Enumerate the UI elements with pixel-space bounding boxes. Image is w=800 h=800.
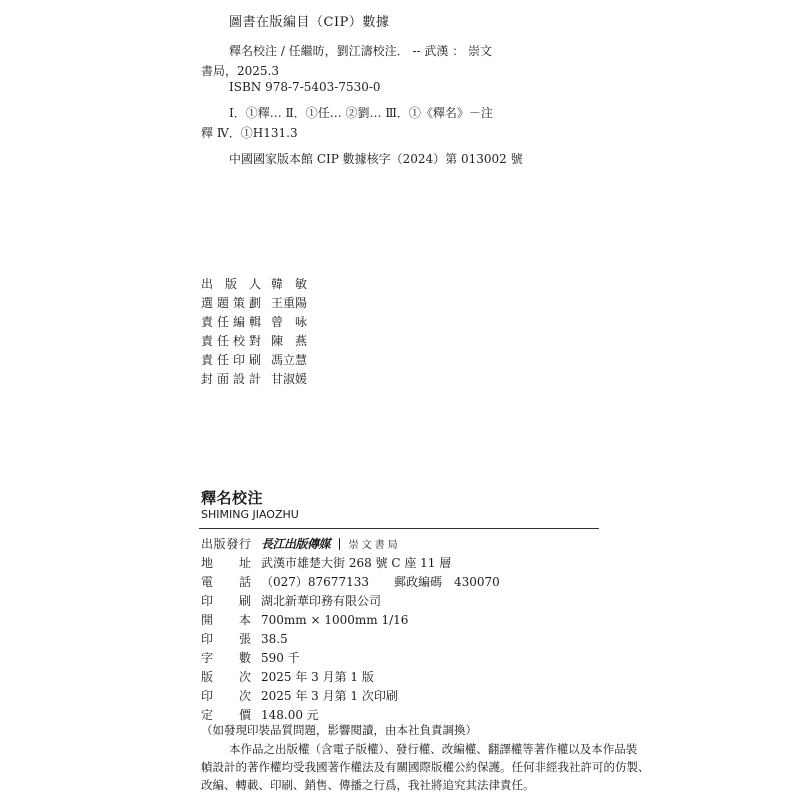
publisher-logo-primary: 長江出版傳媒 xyxy=(261,536,331,551)
detail-row-phone xyxy=(201,573,500,592)
detail-value: 38.5 xyxy=(261,632,288,646)
cip-line: 書局，2025.3 xyxy=(201,64,279,78)
detail-value: 700mm × 1000mm 1/16 xyxy=(261,613,409,627)
detail-value: 武漢市雄楚大街 268 號 C 座 11 層 xyxy=(261,556,452,570)
credit-name: 曾 咏 xyxy=(271,315,308,329)
credit-name: 王重陽 xyxy=(271,296,308,310)
copyright-notice-line: 本作品之出版權（含電子版權）、發行權、改編權、翻譯權等著作權以及本作品裝 xyxy=(229,742,638,756)
copyright-notice-line: 改編、轉載、印刷、銷售、傳播之行爲，我社將追究其法律責任。 xyxy=(201,778,535,792)
detail-label: 印次 xyxy=(201,689,251,703)
detail-row-sheets xyxy=(201,630,500,649)
detail-label: 地址 xyxy=(201,556,251,570)
detail-row-format xyxy=(201,611,500,630)
detail-value: 590 千 xyxy=(261,651,300,665)
cip-line: 釋 Ⅳ．①H131.3 xyxy=(201,126,298,140)
credit-row xyxy=(201,275,307,294)
credit-row xyxy=(201,351,307,370)
book-title: 釋名校注 xyxy=(201,489,264,507)
detail-row-printer xyxy=(201,592,500,611)
detail-label: 定價 xyxy=(201,708,251,722)
credit-role: 出版人 xyxy=(201,277,261,291)
credit-role: 選題策劃 xyxy=(201,296,261,310)
divider-rule xyxy=(199,528,599,529)
publisher-row xyxy=(201,535,500,554)
detail-row-address xyxy=(201,554,500,573)
detail-label: 版次 xyxy=(201,670,251,684)
credit-row xyxy=(201,332,307,351)
detail-row-wordcount xyxy=(201,649,500,668)
detail-row-edition xyxy=(201,668,500,687)
postal-code-value: 430070 xyxy=(454,575,500,589)
credit-row xyxy=(201,294,307,313)
cip-line: Ⅰ．①釋… Ⅱ．①任… ②劉… Ⅲ．①《釋名》－注 xyxy=(229,106,493,120)
credit-row xyxy=(201,370,307,389)
credit-role: 責任編輯 xyxy=(201,315,261,329)
book-title-romanized: SHIMING JIAOZHU xyxy=(201,508,299,521)
quality-notice: （如發現印裝品質問題，影響閱讀，由本社負責調換） xyxy=(201,723,477,737)
credit-name: 馮立慧 xyxy=(271,353,308,367)
publisher-logo xyxy=(261,535,401,555)
credit-row xyxy=(201,313,307,332)
cip-heading: 圖書在版編目（CIP）數據 xyxy=(229,15,390,30)
detail-label: 開本 xyxy=(201,613,251,627)
credit-role: 責任校對 xyxy=(201,334,261,348)
detail-value: 2025 年 3 月第 1 版 xyxy=(261,670,374,684)
detail-value: 湖北新華印務有限公司 xyxy=(261,594,382,608)
copyright-notice-line: 幀設計的著作權均受我國著作權法及有關國際版權公約保護。任何非經我社許可的仿製、 xyxy=(201,760,650,774)
publisher-logo-imprint: 崇文書局 xyxy=(348,539,401,551)
credit-role: 責任印刷 xyxy=(201,353,261,367)
detail-value: 2025 年 3 月第 1 次印刷 xyxy=(261,689,398,703)
credit-name: 甘淑媛 xyxy=(271,372,308,386)
credit-role: 封面設計 xyxy=(201,372,261,386)
credit-name: 陳 燕 xyxy=(271,334,308,348)
credit-name: 韓 敏 xyxy=(271,277,308,291)
detail-value: 148.00 元 xyxy=(261,708,319,722)
postal-code-label: 郵政編碼 xyxy=(393,575,442,589)
detail-label: 字數 xyxy=(201,651,251,665)
credits-list xyxy=(201,275,307,389)
cip-line: 釋名校注 / 任繼昉，劉江濤校注． -- 武漢 ： 崇文 xyxy=(229,44,493,58)
detail-label: 印刷 xyxy=(201,594,251,608)
cip-isbn: ISBN 978-7-5403-7530-0 xyxy=(229,80,381,94)
detail-row-printing xyxy=(201,687,500,706)
detail-label: 出版發行 xyxy=(201,537,251,551)
publication-details xyxy=(201,535,500,725)
detail-label: 電話 xyxy=(201,575,251,589)
cip-record-number: 中國國家版本館 CIP 數據核字（2024）第 013002 號 xyxy=(229,152,523,166)
detail-label: 印張 xyxy=(201,632,251,646)
logo-separator xyxy=(339,538,340,550)
detail-value: （027）87677133 xyxy=(261,575,369,589)
